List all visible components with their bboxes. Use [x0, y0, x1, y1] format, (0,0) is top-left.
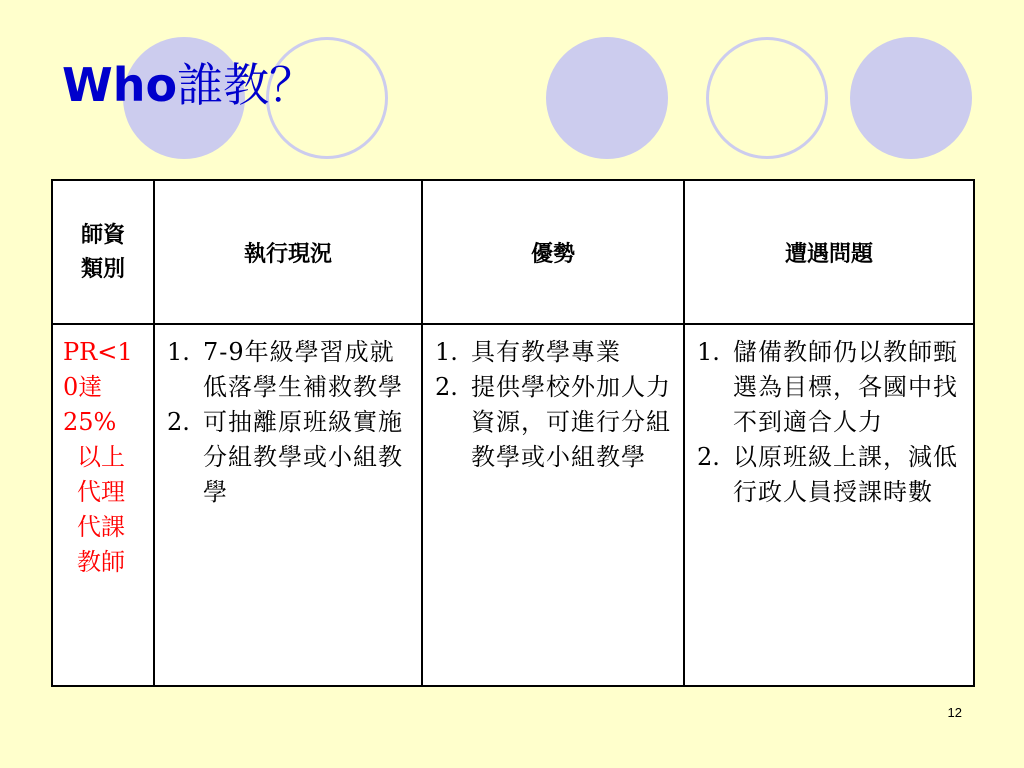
problem-cell — [684, 324, 974, 686]
list-item — [697, 335, 967, 440]
category-line: 代課 — [77, 513, 125, 541]
category-line: 代理 — [77, 478, 125, 506]
list-item-number: 1. — [167, 338, 190, 366]
header-category — [52, 180, 154, 324]
header-status: 執行現況 — [154, 180, 422, 324]
teacher-table — [51, 179, 975, 687]
advantage-cell — [422, 324, 684, 686]
status-cell — [154, 324, 422, 686]
category-line: 教師 — [77, 548, 125, 576]
header-category-label: 師資類別 — [80, 222, 125, 282]
category-line: 0達 — [63, 373, 103, 401]
data-row — [52, 324, 974, 686]
list-item — [167, 335, 415, 405]
title-latin: Who — [62, 58, 178, 112]
list-item-number: 2. — [435, 373, 458, 401]
problem-list — [697, 335, 967, 510]
decor-ring-2 — [706, 37, 828, 159]
category-line: 以上 — [77, 443, 125, 471]
page-number: 12 — [947, 705, 962, 720]
status-list — [167, 335, 415, 510]
list-item-number: 1. — [697, 338, 720, 366]
advantage-list — [435, 335, 677, 475]
decor-circle-2 — [546, 37, 668, 159]
list-item-text: 以原班級上課，減低行政人員授課時數 — [733, 443, 958, 506]
header-advantage: 優勢 — [422, 180, 684, 324]
list-item-text: 提供學校外加人力資源，可進行分組教學或小組教學 — [471, 373, 671, 471]
list-item-number: 2. — [697, 443, 720, 471]
title-cjk: 誰教？ — [177, 58, 316, 112]
slide-title — [62, 58, 316, 112]
list-item-text: 7-9年級學習成就低落學生補救教學 — [203, 338, 403, 401]
header-problem: 遭遇問題 — [684, 180, 974, 324]
category-cell — [52, 324, 154, 686]
category-line: PR<1 — [63, 338, 133, 366]
category-line: 25% — [63, 408, 117, 436]
header-row — [52, 180, 974, 324]
list-item — [435, 335, 677, 370]
decor-circle-3 — [850, 37, 972, 159]
list-item-number: 1. — [435, 338, 458, 366]
list-item-text: 儲備教師仍以教師甄選為目標，各國中找不到適合人力 — [733, 338, 958, 436]
list-item-number: 2. — [167, 408, 190, 436]
list-item — [167, 405, 415, 510]
list-item — [435, 370, 677, 475]
list-item-text: 可抽離原班級實施分組教學或小組教學 — [203, 408, 403, 506]
list-item-text: 具有教學專業 — [471, 338, 621, 366]
list-item — [697, 440, 967, 510]
